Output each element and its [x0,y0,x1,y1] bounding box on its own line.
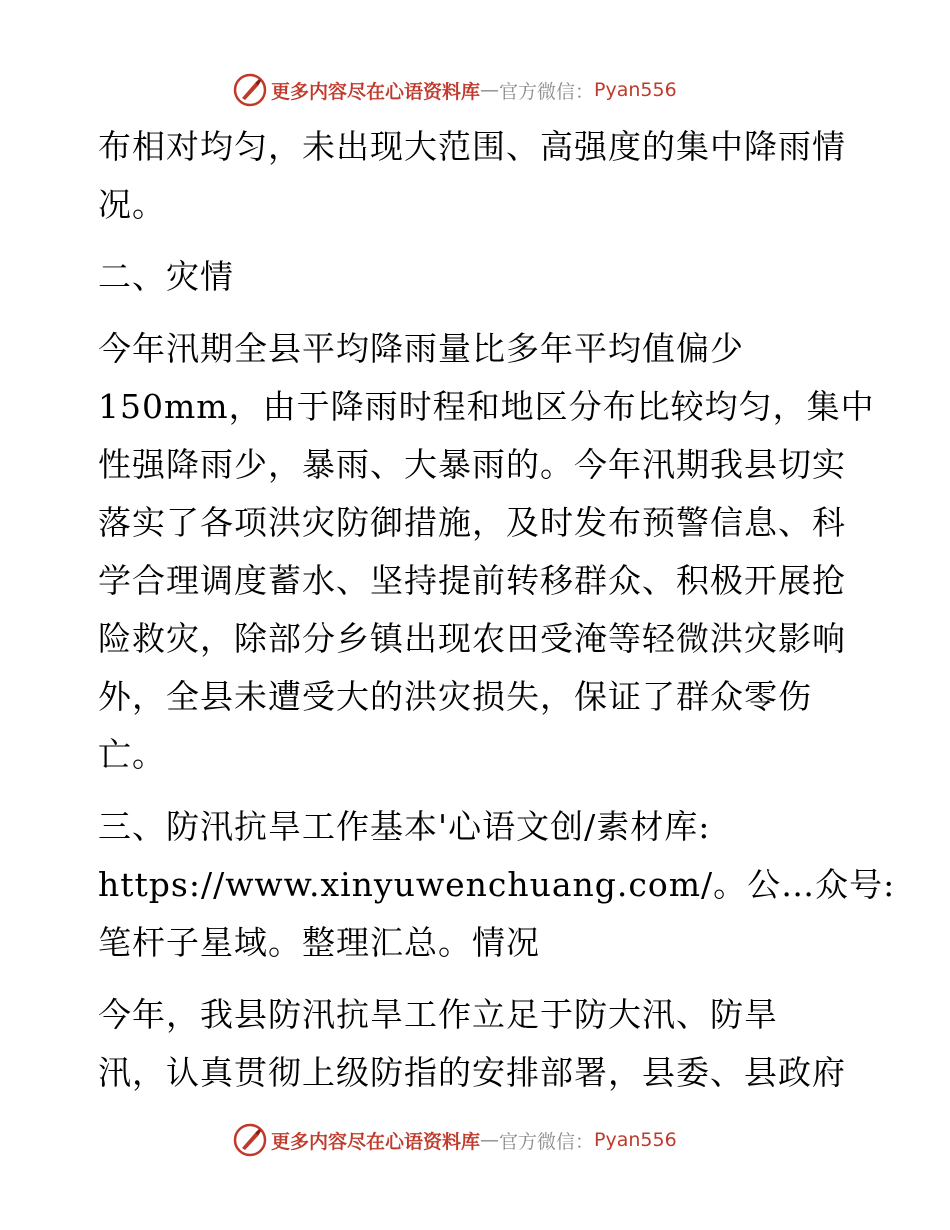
text-line: 汛，认真贯彻上级防指的安排部署，县委、县政府 [98,1053,846,1092]
text-line: https://www.xinyuwenchuang.com/。公…众号: [98,865,896,904]
watermark-sub-text: 官方微信： [499,1130,595,1153]
text-line: 险救灾，除部分乡镇出现农田受淹等轻微洪灾影响 [98,619,846,658]
heading-line: 三、防汛抗旱工作基本'心语文创/素材库: [98,807,711,846]
watermark-wechat-id: Pyan556 [594,79,677,101]
document-body [98,118,896,1102]
text-line: 今年，我县防汛抗旱工作立足于防大汛、防旱 [98,995,778,1034]
text-line: 今年汛期全县平均降雨量比多年平均值偏少 [98,329,744,368]
text-line: 学合理调度蓄水、坚持提前转移群众、积极开展抢 [98,561,846,600]
text-line: 笔杆子星域。整理汇总。情况 [98,923,540,962]
text-line: 亡。 [98,735,166,774]
watermark-main-text: 更多内容尽在心语资料库 [271,80,481,103]
heading-line: 二、灾情 [98,257,234,296]
pen-logo-icon [233,73,267,107]
text-line: 况。 [98,185,166,224]
paragraph [98,986,858,1102]
text-line: 外，全县未遭受大的洪灾损失，保证了群众零伤 [98,677,812,716]
paragraph [98,320,875,784]
header-watermark [233,70,677,110]
paragraph [98,118,858,234]
section-heading [98,798,896,972]
watermark-sub-text: 官方微信： [499,80,595,103]
section-heading [98,248,858,306]
watermark-dash: — [480,1129,500,1151]
watermark-dash: — [480,79,500,101]
footer-watermark [233,1120,677,1160]
text-line: 150mm，由于降雨时程和地区分布比较均匀，集中 [98,387,875,426]
watermark-wechat-id: Pyan556 [594,1129,677,1151]
watermark-main-text: 更多内容尽在心语资料库 [271,1130,481,1153]
text-line: 落实了各项洪灾防御措施，及时发布预警信息、科 [98,503,846,542]
text-line: 布相对均匀，未出现大范围、高强度的集中降雨情 [98,127,846,166]
pen-logo-icon [233,1123,267,1157]
text-line: 性强降雨少，暴雨、大暴雨的。今年汛期我县切实 [98,445,846,484]
